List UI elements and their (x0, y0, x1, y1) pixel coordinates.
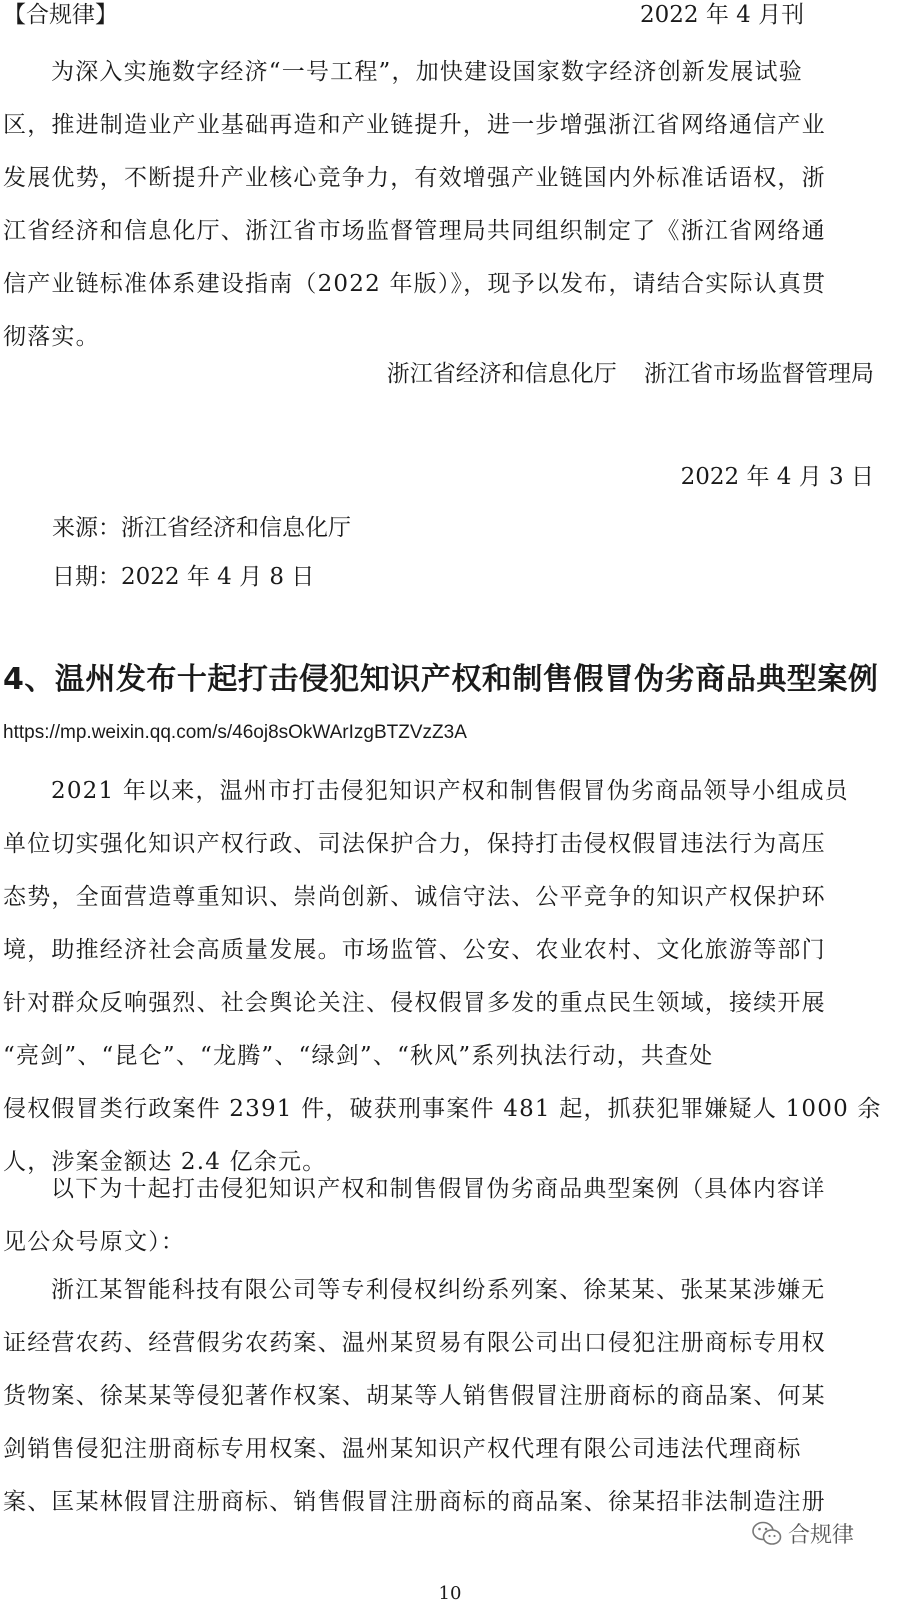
source-line: 来源：浙江省经济和信息化厅 (52, 515, 351, 541)
paragraph-line: 侵权假冒类行政案件 2391 件，破获刑事案件 481 起，抓获犯罪嫌疑人 1000 余 (3, 1096, 882, 1122)
paragraph-line: 2021 年以来，温州市打击侵犯知识产权和制售假冒伪劣商品领导小组成员 (51, 778, 849, 804)
paragraph-line: 证经营农药、经营假劣农药案、温州某贸易有限公司出口侵犯注册商标专用权 (3, 1330, 826, 1356)
page-number: 10 (438, 1583, 462, 1604)
paragraph-line: 人，涉案金额达 2.4 亿余元。 (3, 1149, 327, 1175)
wechat-icon (752, 1521, 782, 1547)
paragraph-line: 见公众号原文）： (3, 1229, 186, 1255)
body-paragraph-intro (3, 1163, 898, 1269)
paragraph-line: 剑销售侵犯注册商标专用权案、温州某知识产权代理有限公司违法代理商标 (3, 1436, 802, 1462)
paragraph-line: 境，助推经济社会高质量发展。市场监管、公安、农业农村、文化旅游等部门 (3, 937, 826, 963)
header-brand: 【合规律】 (3, 2, 118, 28)
paragraph-line: 单位切实强化知识产权行政、司法保护合力，保持打击侵权假冒违法行为高压 (3, 831, 826, 857)
signature-date: 2022 年 4 月 3 日 (680, 464, 874, 490)
paragraph-line: 案、匡某林假冒注册商标、销售假冒注册商标的商品案、徐某招非法制造注册 (3, 1489, 826, 1515)
date-line: 日期：2022 年 4 月 8 日 (52, 564, 315, 590)
watermark (752, 1518, 854, 1549)
notice-line: 江省经济和信息化厅、浙江省市场监督管理局共同组织制定了《浙江省网络通 (3, 218, 826, 244)
paragraph-line: 针对群众反响强烈、社会舆论关注、侵权假冒多发的重点民生领域，接续开展 (3, 990, 826, 1016)
body-paragraph-cases (3, 1264, 898, 1529)
section-title: 4、温州发布十起打击侵犯知识产权和制售假冒伪劣商品典型案例 (3, 662, 879, 697)
notice-line: 为深入实施数字经济“一号工程”，加快建设国家数字经济创新发展试验 (51, 59, 803, 85)
paragraph-line: 态势，全面营造尊重知识、崇尚创新、诚信守法、公平竞争的知识产权保护环 (3, 884, 826, 910)
watermark-text: 合规律 (788, 1523, 855, 1548)
notice-line: 彻落实。 (3, 324, 100, 350)
paragraph-line: 浙江某智能科技有限公司等专利侵权纠纷系列案、徐某某、张某某涉嫌无 (51, 1277, 826, 1303)
notice-line: 发展优势，不断提升产业核心竞争力，有效增强产业链国内外标准话语权，浙 (3, 165, 826, 191)
paragraph-line: “亮剑”、“昆仑”、“龙腾”、“绿剑”、“秋风”系列执法行动，共查处 (3, 1043, 714, 1069)
notice-line: 区，推进制造业产业基础再造和产业链提升，进一步增强浙江省网络通信产业 (3, 112, 826, 138)
body-paragraph-summary (3, 765, 898, 1189)
header-issue-date: 2022 年 4 月刊 (640, 2, 805, 28)
signature-organizations: 浙江省经济和信息化厅 浙江省市场监督管理局 (386, 361, 874, 387)
paragraph-line: 货物案、徐某某等侵犯著作权案、胡某等人销售假冒注册商标的商品案、何某 (3, 1383, 826, 1409)
paragraph-line: 以下为十起打击侵犯知识产权和制售假冒伪劣商品典型案例（具体内容详 (51, 1176, 826, 1202)
section-url-link[interactable]: https://mp.weixin.qq.com/s/46oj8sOkWArIzgBTZVzZ3A (3, 722, 467, 743)
notice-line: 信产业链标准体系建设指南（2022 年版）》，现予以发布，请结合实际认真贯 (3, 271, 827, 297)
notice-paragraph (3, 46, 898, 364)
